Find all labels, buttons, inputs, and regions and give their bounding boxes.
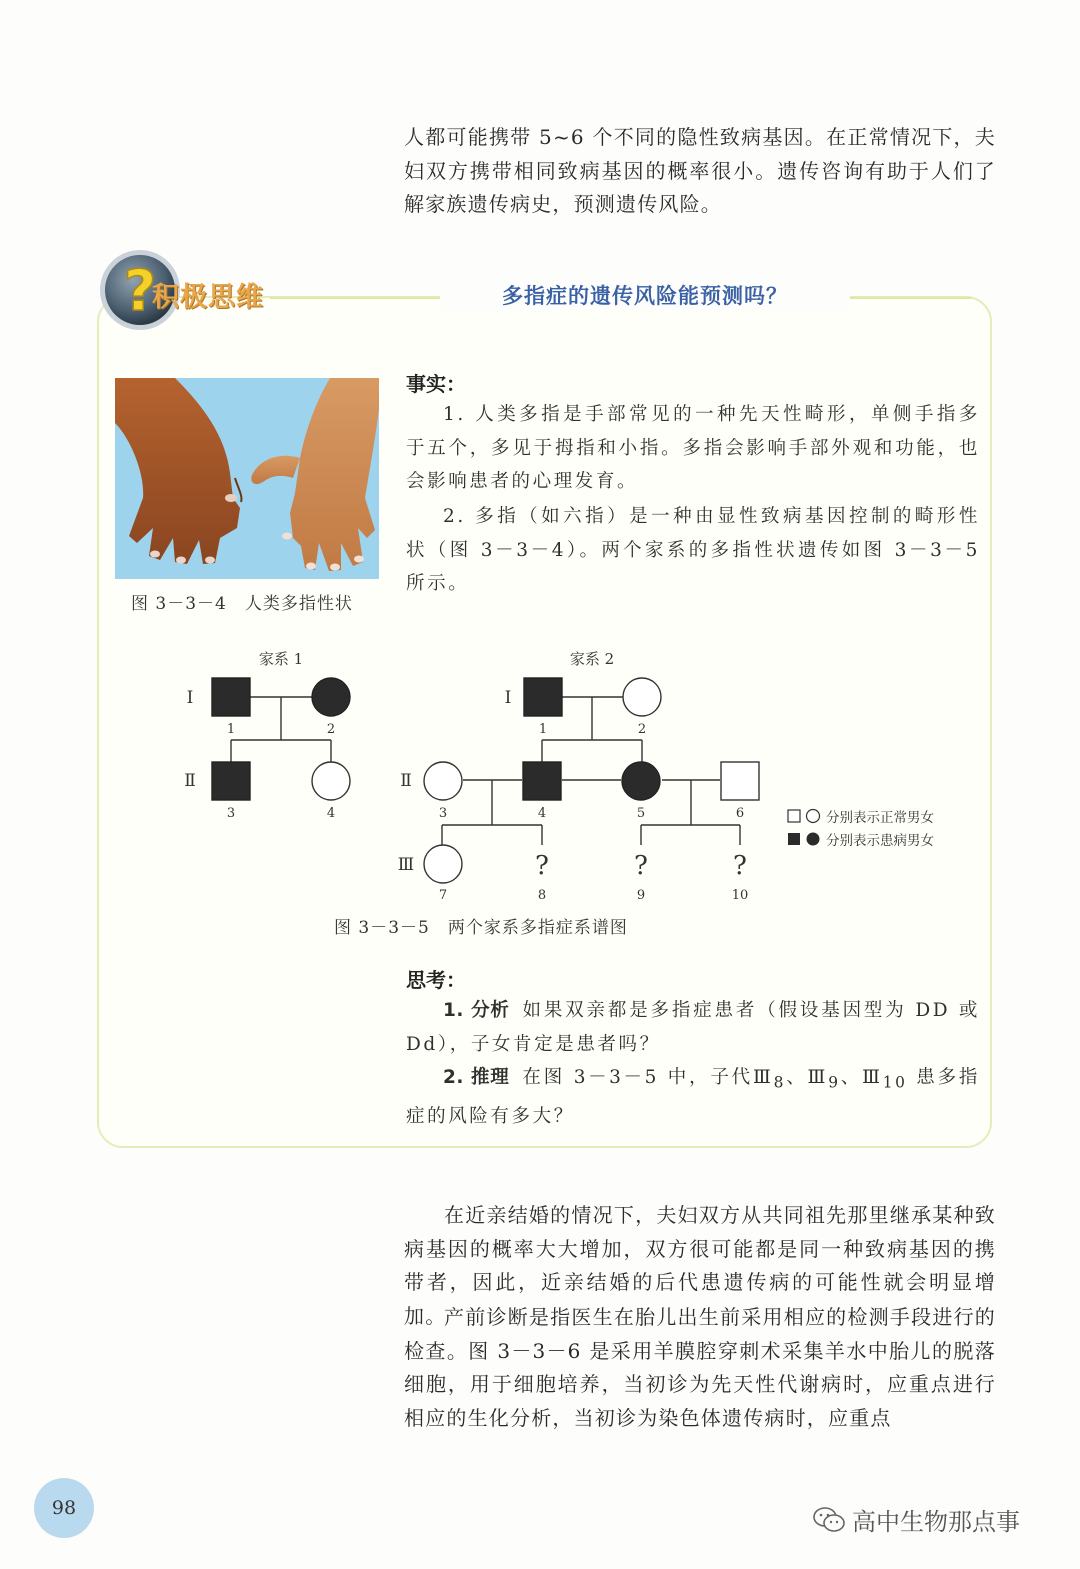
- question-2-text: 在图 3－3－5 中，子代Ⅲ: [522, 1067, 774, 1088]
- family1-title: 家系 1: [258, 650, 304, 668]
- legend-normal-male-icon: [788, 810, 800, 822]
- box-title: 多指症的遗传风险能预测吗？: [440, 280, 850, 310]
- question-2: [406, 1061, 980, 1134]
- id-label: 8: [537, 888, 547, 903]
- family2-title: 家系 2: [569, 650, 615, 668]
- id-label: 10: [731, 888, 749, 903]
- gen-I-label-f1: Ⅰ: [186, 688, 194, 708]
- legend-affected-male-icon: [788, 833, 800, 845]
- id-label: 2: [326, 722, 336, 737]
- body-paragraph-1: 在近亲结婚的情况下，夫妇双方从共同祖先那里继承某种致病基因的概率大大增加，双方很可能都是同一种致病基因的携带者，因此，近亲结婚的后代患遗传病的可能性就会明显增加。: [404, 1203, 996, 1328]
- f2-II-3: [424, 762, 462, 800]
- think-heading: 思考：: [406, 968, 466, 992]
- f2-III-7: [424, 845, 462, 883]
- gen-I-label-f2: Ⅰ: [504, 688, 512, 708]
- subscript: 10: [882, 1073, 908, 1092]
- f2-II-6: [721, 762, 759, 800]
- legend-affected-female-icon: [807, 833, 820, 846]
- question-2-text: 患多指症的风险有多大？: [406, 1067, 980, 1128]
- subscript: 8: [773, 1073, 787, 1092]
- question-2-label: 2. 推理: [443, 1067, 510, 1088]
- id-label: 3: [438, 806, 448, 821]
- legend-normal: 分别表示正常男女: [826, 810, 934, 826]
- unknown-mark: ?: [733, 851, 747, 881]
- svg-text:?: ?: [123, 259, 157, 324]
- box-label: 积极思维: [152, 282, 264, 313]
- subscript: 9: [828, 1073, 841, 1092]
- f2-I-1: [524, 678, 562, 716]
- facts-heading: 事实：: [406, 372, 466, 396]
- id-label: 9: [636, 888, 646, 903]
- pedigree-caption: 图 3－3－5 两个家系多指症系谱图: [334, 918, 628, 938]
- pedigree-chart: [170, 640, 970, 910]
- f2-II-4: [523, 762, 561, 800]
- question-2-text: 、Ⅲ: [786, 1067, 829, 1088]
- fact-2: 2. 多指（如六指）是一种由显性致病基因控制的畸形性状（图 3－3－4）。两个家系的多指性状遗传如图 3－3－5 所示。: [406, 506, 980, 594]
- id-label: 1: [538, 722, 548, 737]
- id-label: 5: [636, 806, 646, 821]
- body-paragraph-2: 产前诊断是指医生在胎儿出生前采用相应的检测手段进行的检查。图 3－3－6 是采用羊膜腔穿刺术采集羊水中胎儿的脱落细胞，用于细胞培养，当初诊为先天性代谢病时，应重点进行相应的生化分析，当初诊为染色体遗传病时，应重点: [404, 1305, 996, 1430]
- polydactyly-hand-photo: [115, 378, 379, 579]
- question-1: [406, 994, 980, 1061]
- f2-II-5: [622, 762, 660, 800]
- id-label: 4: [326, 806, 336, 821]
- gen-II-label-f1: Ⅱ: [184, 771, 196, 791]
- f2-I-2: [623, 678, 661, 716]
- id-label: 2: [637, 722, 647, 737]
- question-1-label: 1. 分析: [443, 1000, 510, 1021]
- wechat-icon: [812, 1506, 846, 1534]
- photo-caption: 图 3－3－4 人类多指性状: [131, 594, 353, 614]
- id-label: 4: [537, 806, 547, 821]
- question-2-text: 、Ⅲ: [840, 1067, 883, 1088]
- f1-I-1: [212, 678, 250, 716]
- id-label: 7: [438, 888, 448, 903]
- f1-I-2: [312, 678, 350, 716]
- id-label: 6: [735, 806, 745, 821]
- f1-II-4: [312, 762, 350, 800]
- legend-affected: 分别表示患病男女: [826, 833, 934, 849]
- page-number-badge: [34, 1478, 94, 1538]
- unknown-mark: ?: [535, 851, 549, 881]
- page-number: 98: [51, 1497, 77, 1519]
- gen-II-label-f2: Ⅱ: [400, 771, 412, 791]
- legend-normal-female-icon: [807, 810, 820, 823]
- f1-II-3: [212, 762, 250, 800]
- id-label: 3: [226, 806, 236, 821]
- watermark-text: 高中生物那点事: [852, 1508, 1020, 1536]
- id-label: 1: [226, 722, 236, 737]
- watermark: [812, 1502, 1020, 1537]
- intro-paragraph: 人都可能携带 5~6 个不同的隐性致病基因。在正常情况下，夫妇双方携带相同致病基因的概率很小。遗传咨询有助于人们了解家族遗传病史，预测遗传风险。: [404, 125, 996, 216]
- question-1-text: 如果双亲都是多指症患者（假设基因型为 DD 或 Dd），子女肯定是患者吗？: [406, 1000, 980, 1055]
- gen-III-label-f2: Ⅲ: [397, 855, 415, 875]
- fact-1: 1. 人类多指是手部常见的一种先天性畸形，单侧手指多于五个，多见于拇指和小指。多指会影响手部外观和功能，也会影响患者的心理发育。: [406, 404, 980, 492]
- unknown-mark: ?: [634, 851, 648, 881]
